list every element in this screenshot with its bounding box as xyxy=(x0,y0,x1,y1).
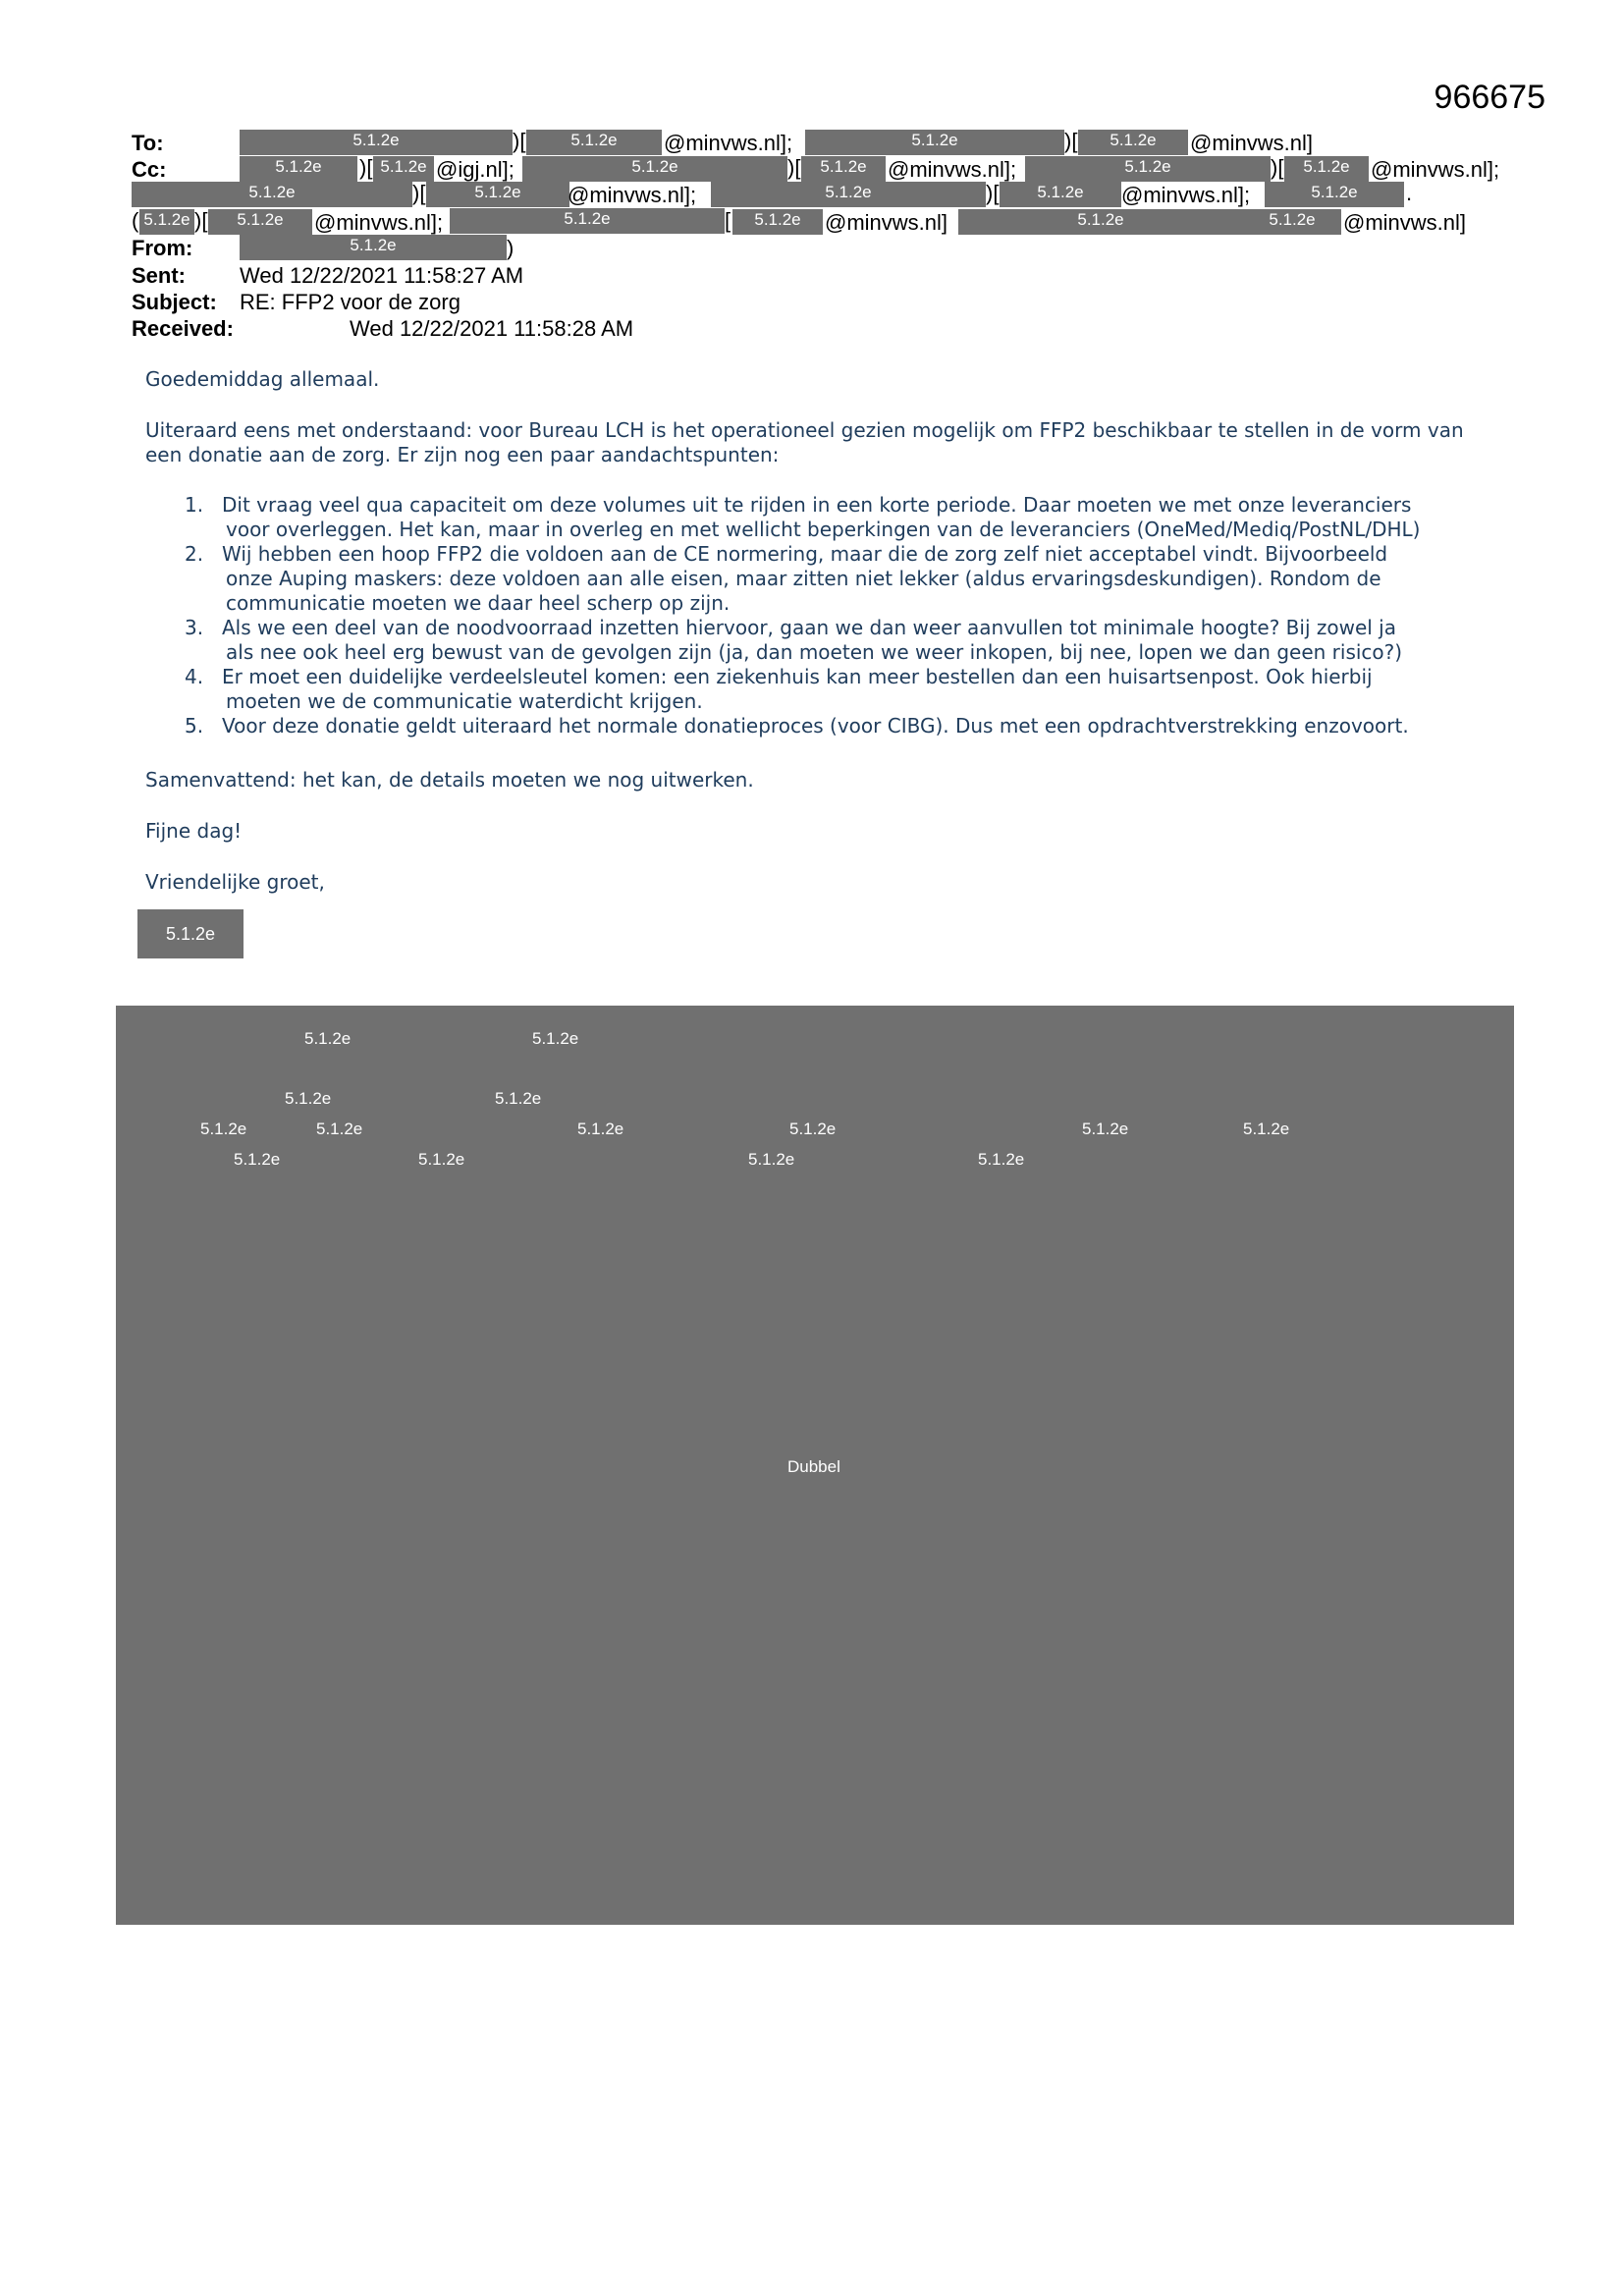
list-item xyxy=(185,616,1500,665)
redaction-label: 5.1.2e xyxy=(1243,1120,1290,1138)
redaction: 5.1.2e xyxy=(139,209,194,235)
redaction-label: 5.1.2e xyxy=(304,1029,352,1048)
document-number: 966675 xyxy=(1434,79,1545,116)
wish: Fijne dag! xyxy=(145,819,243,843)
redaction: 5.1.2e xyxy=(1284,156,1369,182)
redaction: 5.1.2e xyxy=(958,209,1243,235)
list-line: moeten we de communicatie waterdicht krijgen. xyxy=(226,689,703,713)
redaction-label: 5.1.2e xyxy=(748,1150,795,1169)
signature-redaction: 5.1.2e xyxy=(137,909,244,958)
bracket: )[ xyxy=(359,155,373,180)
bracket: )[ xyxy=(986,181,1000,205)
received-label: Received: xyxy=(132,316,234,341)
sent-label: Sent: xyxy=(132,263,186,288)
email-domain: @igj.nl]; xyxy=(436,157,514,182)
bracket: )[ xyxy=(787,155,801,180)
redaction: 5.1.2e xyxy=(240,130,513,155)
redaction: 5.1.2e xyxy=(711,182,986,207)
redacted-block xyxy=(116,1006,1514,1925)
email-domain: @minvws.nl]; xyxy=(568,183,697,207)
redaction-label: 5.1.2e xyxy=(285,1089,332,1108)
redaction: 5.1.2e xyxy=(805,130,1064,155)
redaction: 5.1.2e xyxy=(522,156,787,182)
redaction: 5.1.2e xyxy=(240,156,357,182)
redaction-label: 5.1.2e xyxy=(577,1120,624,1138)
redaction: 5.1.2e xyxy=(1025,156,1271,182)
email-domain: @minvws.nl]; xyxy=(888,157,1017,182)
list-item xyxy=(185,714,1500,738)
redaction-label: 5.1.2e xyxy=(532,1029,579,1048)
sent-value: Wed 12/22/2021 11:58:27 AM xyxy=(240,263,524,288)
list-line: voor overleggen. Het kan, maar in overleg en met wellicht beperkingen van de leveranciers (OneMed/Mediq/PostNL/DHL) xyxy=(226,518,1421,541)
redaction: 5.1.2e xyxy=(208,209,312,235)
list-number: 5. xyxy=(185,714,204,738)
email-domain: @minvws.nl]; xyxy=(314,210,444,235)
redaction: 5.1.2e xyxy=(801,156,886,182)
received-value: Wed 12/22/2021 11:58:28 AM xyxy=(350,316,634,341)
list-line: communicatie moeten we daar heel scherp op zijn. xyxy=(226,591,731,615)
list-line: Voor deze donatie geldt uiteraard het normale donatieproces (voor CIBG). Dus met een opdrachtverstrekking enzovoort. xyxy=(222,714,1409,738)
separator-dot: . xyxy=(1406,181,1413,205)
list-item xyxy=(185,493,1500,542)
list-number: 2. xyxy=(185,542,204,566)
email-domain: @minvws.nl]; xyxy=(1121,183,1251,207)
list-line: Wij hebben een hoop FFP2 die voldoen aan de CE normering, maar die de zorg zelf niet acceptabel vindt. Bijvoorbeeld xyxy=(222,542,1388,566)
redaction: 5.1.2e xyxy=(132,182,412,207)
list-line: onze Auping maskers: deze voldoen aan alle eisen, maar zitten niet lekker (aldus ervaringsdeskundigen). Rondom de xyxy=(226,567,1381,590)
bracket: ) xyxy=(507,236,514,260)
redaction: 5.1.2e xyxy=(1078,130,1188,155)
list-line: Als we een deel van de noodvoorraad inzetten hiervoor, gaan we dan weer aanvullen tot minimale hoogte? Bij zowel ja xyxy=(222,616,1396,639)
points-list xyxy=(185,493,1500,738)
subject-label: Subject: xyxy=(132,290,217,314)
bracket: )[ xyxy=(1064,129,1078,153)
bracket: [ xyxy=(725,208,731,233)
redaction: 5.1.2e xyxy=(1000,182,1121,207)
redaction-label: 5.1.2e xyxy=(1082,1120,1129,1138)
subject-value: RE: FFP2 voor de zorg xyxy=(240,290,460,314)
redaction: 5.1.2e xyxy=(450,208,725,234)
list-item xyxy=(185,542,1500,616)
from-label: From: xyxy=(132,236,193,260)
bracket: )[ xyxy=(194,208,208,233)
list-line: als nee ook heel erg bewust van de gevolgen zijn (ja, dan moeten we weer inkopen, bij nee, lopen we dan geen risico?) xyxy=(226,640,1403,664)
redaction-label: 5.1.2e xyxy=(978,1150,1025,1169)
list-number: 3. xyxy=(185,616,204,639)
email-domain: @minvws.nl]; xyxy=(1371,157,1500,182)
intro-paragraph: Uiteraard eens met onderstaand: voor Bureau LCH is het operationeel gezien mogelijk om FFP2 beschikbaar te stellen in de vorm van een donatie aan de zorg. Er zijn nog een paar aandachtspunten: xyxy=(145,418,1464,466)
list-line: Dit vraag veel qua capaciteit om deze volumes uit te rijden in een korte periode. Daar moeten we met onze leveranciers xyxy=(222,493,1412,517)
cc-label: Cc: xyxy=(132,157,167,182)
email-domain: @minvws.nl]; xyxy=(664,131,793,155)
bracket: ( xyxy=(132,208,139,233)
email-domain: @minvws.nl] xyxy=(1190,131,1314,155)
summary: Samenvattend: het kan, de details moeten we nog uitwerken. xyxy=(145,768,754,792)
bracket: )[ xyxy=(412,181,426,205)
redaction-label: 5.1.2e xyxy=(200,1120,247,1138)
redaction-label: 5.1.2e xyxy=(418,1150,465,1169)
redaction-label: 5.1.2e xyxy=(495,1089,542,1108)
bracket: )[ xyxy=(513,129,526,153)
to-label: To: xyxy=(132,131,164,155)
redaction: 5.1.2e xyxy=(373,156,434,182)
redaction-label: 5.1.2e xyxy=(316,1120,363,1138)
list-number: 4. xyxy=(185,665,204,688)
email-domain: @minvws.nl] xyxy=(1343,210,1467,235)
list-item xyxy=(185,665,1500,714)
closing: Vriendelijke groet, xyxy=(145,870,325,894)
redaction: 5.1.2e xyxy=(240,235,507,260)
redaction-label: 5.1.2e xyxy=(789,1120,837,1138)
redaction: 5.1.2e xyxy=(526,130,662,155)
bracket: )[ xyxy=(1271,155,1284,180)
redaction: 5.1.2e xyxy=(1243,209,1341,235)
redaction: 5.1.2e xyxy=(426,182,569,207)
redaction: 5.1.2e xyxy=(732,209,823,235)
list-number: 1. xyxy=(185,493,204,517)
greeting: Goedemiddag allemaal. xyxy=(145,367,380,391)
list-line: Er moet een duidelijke verdeelsleutel komen: een ziekenhuis kan meer bestellen dan een huisartsenpost. Ook hierbij xyxy=(222,665,1373,688)
email-domain: @minvws.nl] xyxy=(825,210,948,235)
redaction-label: 5.1.2e xyxy=(234,1150,281,1169)
redaction: 5.1.2e xyxy=(1265,182,1404,207)
dubbel-label: Dubbel xyxy=(787,1457,840,1476)
